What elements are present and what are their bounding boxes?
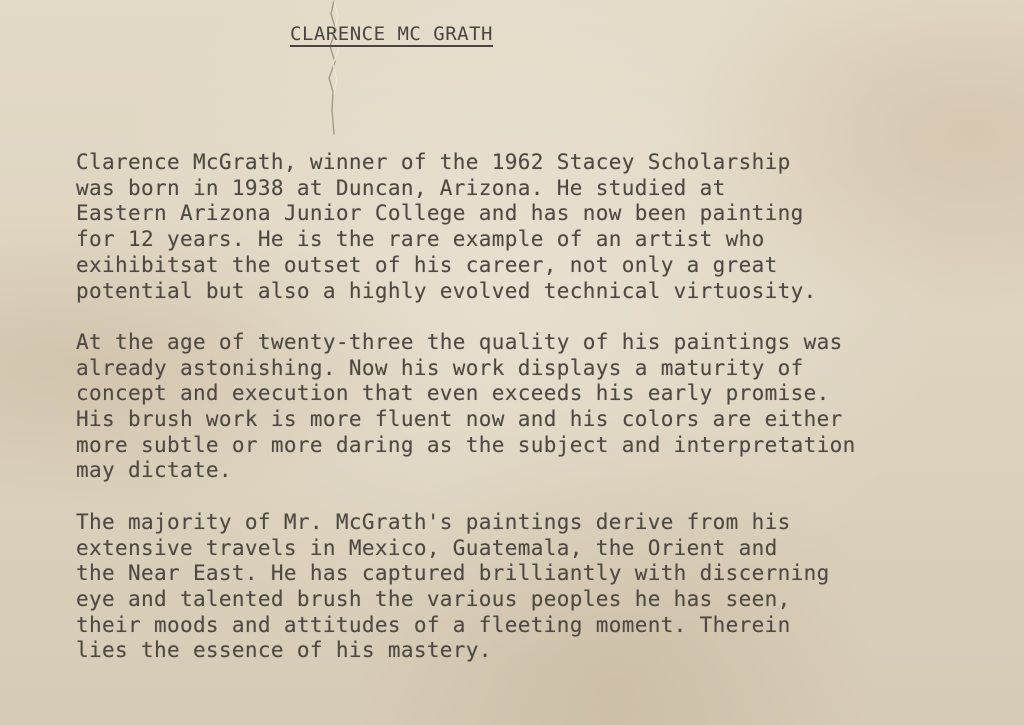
document-body [76,150,1006,690]
text-line: extensive travels in Mexico, Guatemala, the Orient and [76,535,778,560]
text-line: Eastern Arizona Junior College and has now been painting [76,201,804,226]
paper-tear-mark [318,0,348,140]
text-line: Clarence McGrath, winner of the 1962 Stacey Scholarship [76,150,791,174]
text-line: their moods and attitudes of a fleeting moment. Therein [76,612,791,637]
text-line: His brush work is more fluent now and his colors are either [76,407,843,432]
text-line: The majority of Mr. McGrath's paintings derive from his [76,509,791,534]
text-line: may dictate. [76,458,232,483]
document-title: CLARENCE MC GRATH [290,23,493,45]
paragraph-2 [76,330,1006,484]
text-line: was born in 1938 at Duncan, Arizona. He studied at [76,175,726,200]
text-line: already astonishing. Now his work displays a maturity of [76,355,804,380]
text-line: for 12 years. He is the rare example of an artist who [76,227,765,252]
text-line: the Near East. He has captured brilliantly with discerning [76,561,830,586]
text-line: potential but also a highly evolved technical virtuosity. [76,278,817,303]
text-line: At the age of twenty-three the quality of his paintings was [76,329,843,354]
text-line: concept and execution that even exceeds his early promise. [76,381,830,406]
text-line: eye and talented brush the various peoples he has seen, [76,586,791,611]
paragraph-3 [76,510,1006,664]
paragraph-1 [76,150,1006,304]
text-line: more subtle or more daring as the subject and interpretation [76,432,856,457]
text-line: exihibitsat the outset of his career, not only a great [76,252,778,277]
text-line: lies the essence of his mastery. [76,638,492,663]
